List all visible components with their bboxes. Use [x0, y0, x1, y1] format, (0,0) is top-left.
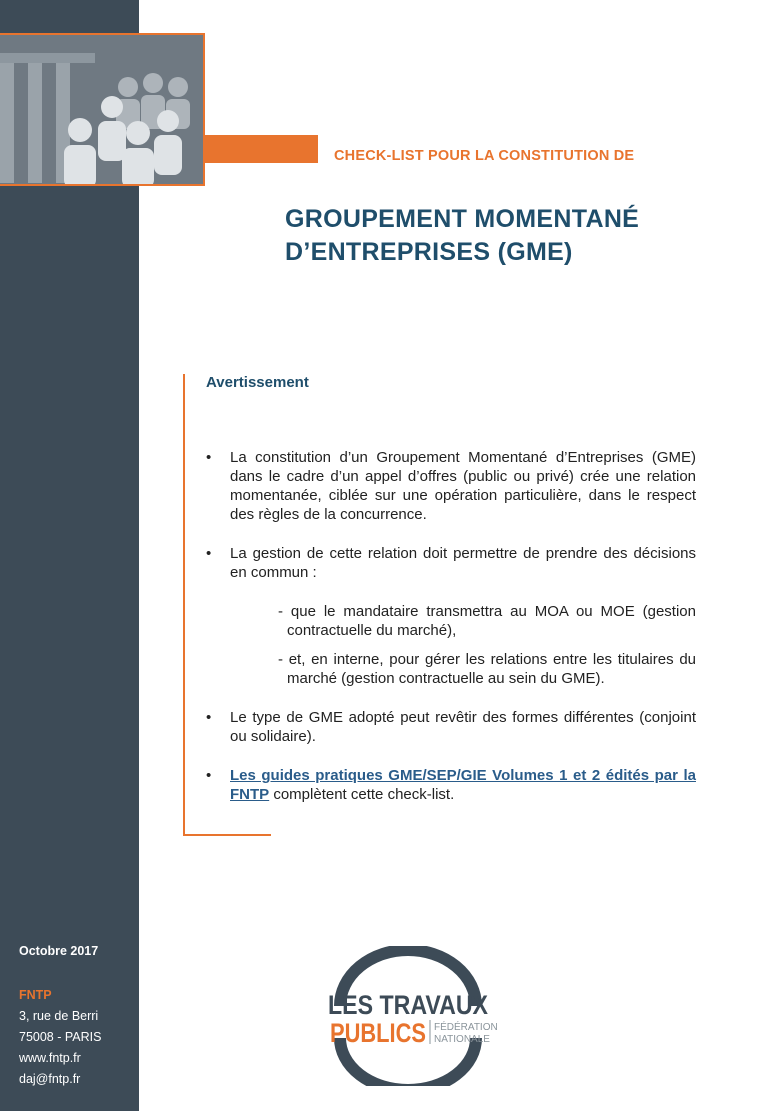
- email-link[interactable]: daj@fntp.fr: [19, 1072, 81, 1086]
- document-subtitle: CHECK-LIST POUR LA CONSTITUTION DE: [334, 148, 635, 164]
- guides-link[interactable]: Les guides pratiques GME/SEP/GIE Volumes 1 et 2 édités par la FNTP: [230, 767, 696, 803]
- title-line-2: D’ENTREPRISES (GME): [285, 238, 573, 266]
- accent-bar: [205, 135, 318, 163]
- list-item: [206, 448, 696, 524]
- publication-date: Octobre 2017: [19, 944, 99, 958]
- logo-tag-2: NATIONALE: [434, 1034, 490, 1045]
- bullet-text: complètent cette check-list.: [269, 786, 455, 803]
- sub-list-item: - que le mandataire transmettra au MOA ou MOE (gestion contractuelle du marché),: [278, 603, 696, 639]
- bullet-text: La constitution d’un Groupement Momentané d’Entreprises (GME) dans le cadre d’un appel d’offres (public ou privé) crée une relation momentanée, ciblée sur une opération particulière, dans le respect des règles de la concurrence.: [230, 449, 696, 523]
- fntp-logo: [318, 946, 498, 1086]
- website-link[interactable]: www.fntp.fr: [19, 1051, 81, 1065]
- logo-tag-1: FÉDÉRATION: [434, 1022, 498, 1033]
- section-horizontal-rule: [183, 834, 271, 836]
- org-name: FNTP: [19, 988, 52, 1002]
- list-item: [206, 708, 696, 746]
- title-line-1: GROUPEMENT MOMENTANÉ: [285, 205, 640, 233]
- warning-content: [206, 448, 696, 824]
- list-item: [206, 766, 696, 804]
- section-vertical-rule: [183, 374, 185, 834]
- address-line-2: 75008 - PARIS: [19, 1030, 102, 1044]
- document-title: [285, 203, 639, 269]
- logo-line-1: LES TRAVAUX: [328, 990, 488, 1020]
- hero-image: [0, 33, 205, 186]
- bullet-icon: •: [206, 449, 212, 466]
- contact-block: [19, 985, 101, 1090]
- list-item: [206, 544, 696, 688]
- bullet-text: Le type de GME adopté peut revêtir des formes différentes (conjoint ou solidaire).: [230, 709, 696, 745]
- warning-heading: Avertissement: [206, 374, 309, 391]
- bullet-text: La gestion de cette relation doit permettre de prendre des décisions en commun :: [230, 545, 696, 581]
- bullet-icon: •: [206, 545, 212, 562]
- sub-list-item: - et, en interne, pour gérer les relations entre les titulaires du marché (gestion contractuelle au sein du GME).: [278, 651, 696, 687]
- bullet-icon: •: [206, 767, 212, 784]
- logo-line-2: PUBLICS: [330, 1018, 426, 1048]
- bullet-icon: •: [206, 709, 212, 726]
- sub-list: [230, 602, 696, 688]
- address-line-1: 3, rue de Berri: [19, 1009, 99, 1023]
